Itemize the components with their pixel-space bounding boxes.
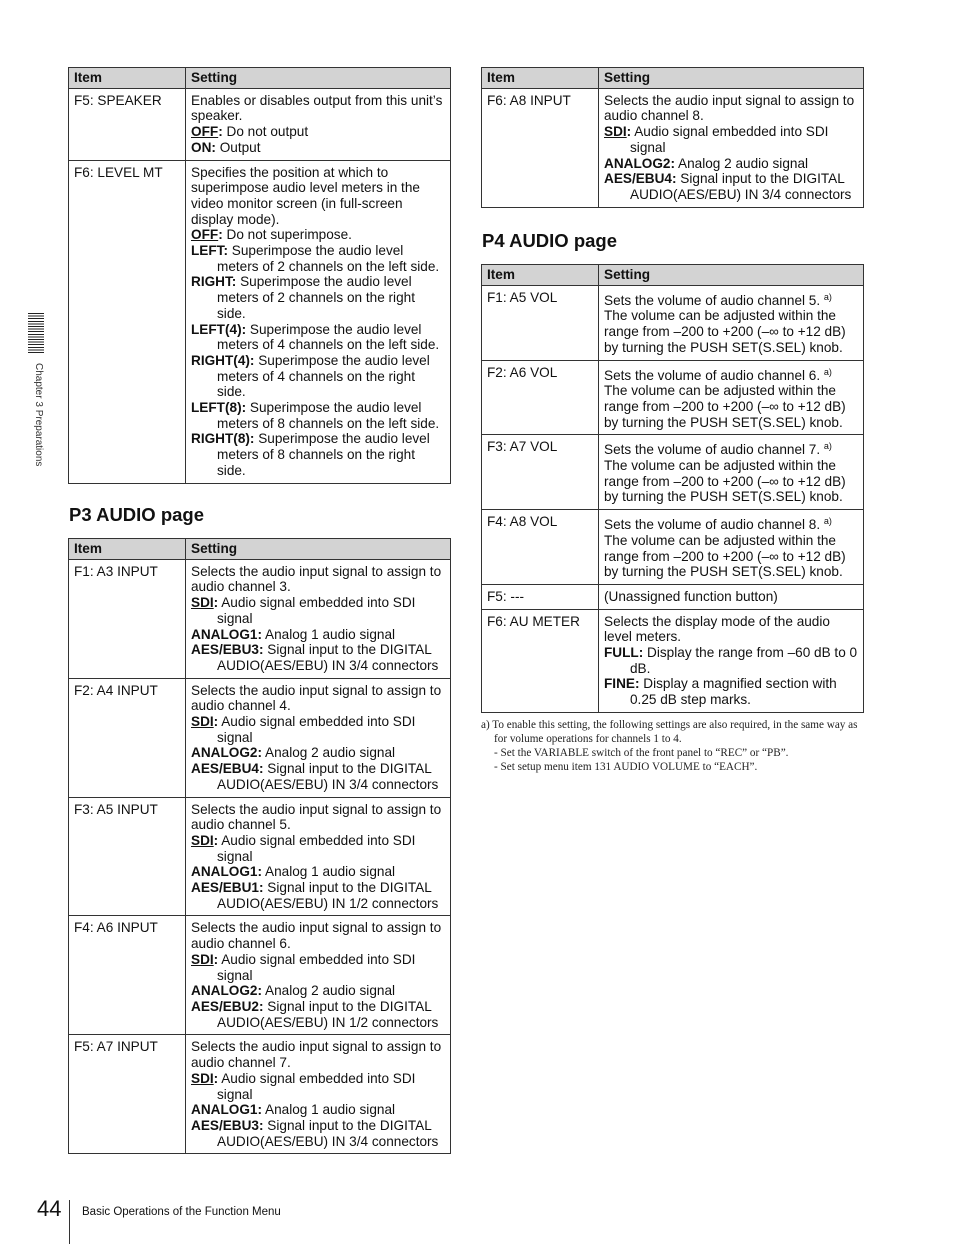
option-text: Display a magnified section with 0.25 dB step marks. bbox=[630, 676, 837, 708]
option-key: SDI: bbox=[604, 124, 632, 140]
option-text: Analog 2 audio signal bbox=[675, 155, 809, 171]
setting-line bbox=[604, 676, 859, 707]
header-setting: Setting bbox=[599, 68, 864, 89]
option-key-underlined: SDI bbox=[191, 714, 214, 730]
item-cell: F6: LEVEL MT bbox=[69, 160, 186, 483]
option-text: Superimpose the audio level meters of 8 channels on the right side. bbox=[217, 431, 430, 478]
setting-line bbox=[604, 383, 859, 430]
section-title-p3: P3 AUDIO page bbox=[69, 504, 205, 525]
setting-line bbox=[604, 124, 859, 155]
option-key: RIGHT(4): bbox=[191, 352, 255, 368]
setting-line bbox=[191, 274, 446, 321]
option-key: LEFT: bbox=[191, 243, 228, 259]
table-row bbox=[69, 88, 451, 160]
setting-cell bbox=[599, 285, 864, 360]
option-key: AES/EBU4: bbox=[191, 761, 264, 777]
item-cell: F6: A8 INPUT bbox=[482, 88, 599, 207]
option-key: ANALOG1: bbox=[191, 864, 262, 880]
item-cell: F2: A6 VOL bbox=[482, 360, 599, 435]
option-key: FINE: bbox=[604, 676, 640, 692]
setting-line bbox=[191, 227, 446, 243]
setting-line bbox=[604, 439, 859, 458]
setting-line bbox=[191, 864, 446, 880]
setting-line bbox=[191, 1102, 446, 1118]
option-key: AES/EBU3: bbox=[191, 642, 264, 658]
setting-line bbox=[604, 589, 859, 605]
setting-line bbox=[191, 564, 446, 595]
option-text: Superimpose the audio level meters of 8 channels on the left side. bbox=[217, 400, 440, 431]
table-row bbox=[482, 88, 864, 207]
footnote-ref: a) bbox=[823, 366, 832, 377]
footnotes bbox=[481, 718, 865, 774]
option-key: FULL: bbox=[604, 645, 644, 661]
setting-line bbox=[191, 983, 446, 999]
item-cell: F5: A7 INPUT bbox=[69, 1035, 186, 1154]
setting-cell bbox=[186, 916, 451, 1035]
setting-line bbox=[191, 1118, 446, 1149]
option-key: AES/EBU2: bbox=[191, 998, 264, 1014]
option-text: Analog 2 audio signal bbox=[262, 745, 396, 761]
setting-line bbox=[191, 353, 446, 400]
option-text: Output bbox=[215, 139, 261, 155]
setting-line bbox=[191, 999, 446, 1030]
option-text: The volume can be adjusted within the range from –200 to +200 (–∞ to +12 dB) by turning the PUSH SET(S.SEL) knob. bbox=[604, 532, 846, 580]
option-key: LEFT(4): bbox=[191, 321, 247, 337]
footnote-ref: a) bbox=[823, 516, 832, 527]
setting-cell bbox=[599, 360, 864, 435]
option-text: Signal input to the DIGITAL AUDIO(AES/EBU) IN 3/4 connectors bbox=[217, 761, 439, 792]
setting-line bbox=[604, 533, 859, 580]
item-cell: F1: A3 INPUT bbox=[69, 559, 186, 678]
table-row bbox=[482, 435, 864, 510]
setting-line bbox=[191, 595, 446, 626]
option-text: Display the range from –60 dB to 0 dB. bbox=[630, 645, 858, 676]
option-text: Audio signal embedded into SDI signal bbox=[217, 595, 416, 626]
option-text: Signal input to the DIGITAL AUDIO(AES/EBU) IN 1/2 connectors bbox=[217, 998, 439, 1030]
setting-line bbox=[191, 642, 446, 673]
table-row bbox=[482, 510, 864, 585]
option-text: Sets the volume of audio channel 5. bbox=[604, 292, 824, 308]
setting-line bbox=[604, 365, 859, 384]
option-key: SDI: bbox=[191, 714, 219, 730]
item-cell: F3: A7 VOL bbox=[482, 435, 599, 510]
table-p2-continued bbox=[68, 67, 451, 484]
header-setting: Setting bbox=[186, 539, 451, 560]
option-text: Sets the volume of audio channel 6. bbox=[604, 367, 824, 383]
setting-line bbox=[191, 952, 446, 983]
table-row bbox=[69, 678, 451, 797]
setting-cell bbox=[186, 797, 451, 916]
option-text: Signal input to the DIGITAL AUDIO(AES/EBU) IN 1/2 connectors bbox=[217, 880, 439, 911]
option-key: ANALOG2: bbox=[604, 155, 675, 171]
item-cell: F5: --- bbox=[482, 584, 599, 609]
option-key: LEFT(8): bbox=[191, 400, 247, 416]
option-key: ON: bbox=[191, 139, 216, 155]
option-text: Do not superimpose. bbox=[222, 227, 352, 243]
setting-cell bbox=[599, 435, 864, 510]
setting-line bbox=[191, 93, 446, 124]
chapter-label: Chapter 3 Preparations bbox=[33, 363, 44, 467]
setting-line bbox=[191, 802, 446, 833]
item-cell: F6: AU METER bbox=[482, 609, 599, 712]
option-text: Specifies the position at which to superimpose audio level meters in the video monitor screen (in full-screen display mode). bbox=[191, 164, 420, 227]
setting-line bbox=[604, 171, 859, 202]
option-key-underlined: OFF bbox=[191, 124, 219, 140]
header-item: Item bbox=[69, 68, 186, 89]
option-key: SDI: bbox=[191, 595, 219, 611]
setting-line bbox=[191, 140, 446, 156]
option-text: Selects the audio input signal to assign to audio channel 7. bbox=[191, 1039, 442, 1071]
footnote-ref: a) bbox=[823, 291, 832, 302]
option-text: Analog 1 audio signal bbox=[262, 626, 396, 642]
option-text: Selects the audio input signal to assign to audio channel 8. bbox=[604, 92, 855, 124]
page-number: 44 bbox=[37, 1196, 62, 1221]
setting-line bbox=[191, 833, 446, 864]
option-text: Signal input to the DIGITAL AUDIO(AES/EBU) IN 3/4 connectors bbox=[217, 1117, 439, 1149]
option-text: Selects the display mode of the audio level meters. bbox=[604, 613, 830, 645]
item-cell: F2: A4 INPUT bbox=[69, 678, 186, 797]
option-key-underlined: SDI bbox=[191, 951, 214, 967]
item-cell: F4: A6 INPUT bbox=[69, 916, 186, 1035]
option-text: Signal input to the DIGITAL AUDIO(AES/EBU) IN 3/4 connectors bbox=[630, 171, 852, 202]
footnote-bullet: - Set the VARIABLE switch of the front panel to “REC” or “PB”. bbox=[494, 747, 789, 759]
setting-line bbox=[191, 714, 446, 745]
option-key: ANALOG2: bbox=[191, 983, 262, 999]
option-key: AES/EBU4: bbox=[604, 171, 677, 187]
option-key: ANALOG1: bbox=[191, 1102, 262, 1118]
option-text: Signal input to the DIGITAL AUDIO(AES/EBU) IN 3/4 connectors bbox=[217, 642, 439, 673]
item-cell: F3: A5 INPUT bbox=[69, 797, 186, 916]
setting-line bbox=[191, 1071, 446, 1102]
option-key-underlined: SDI bbox=[191, 832, 214, 848]
setting-cell bbox=[186, 559, 451, 678]
option-text: Sets the volume of audio channel 7. bbox=[604, 442, 824, 458]
header-setting: Setting bbox=[599, 265, 864, 286]
option-text: (Unassigned function button) bbox=[604, 588, 778, 604]
setting-cell bbox=[186, 88, 451, 160]
table-row bbox=[482, 609, 864, 712]
header-item: Item bbox=[482, 68, 599, 89]
footer-divider bbox=[69, 1200, 70, 1244]
option-text: Do not output bbox=[222, 124, 309, 140]
setting-line bbox=[191, 761, 446, 792]
table-p4 bbox=[481, 264, 864, 713]
table-p3-continued bbox=[481, 67, 864, 208]
option-key: AES/EBU3: bbox=[191, 1117, 264, 1133]
item-cell: F1: A5 VOL bbox=[482, 285, 599, 360]
option-text: Selects the audio input signal to assign to audio channel 3. bbox=[191, 563, 442, 595]
footnote-bullet: - Set setup menu item 131 AUDIO VOLUME to “EACH”. bbox=[494, 761, 758, 773]
header-item: Item bbox=[69, 539, 186, 560]
setting-cell bbox=[186, 160, 451, 483]
setting-line bbox=[191, 243, 446, 274]
option-text: Analog 2 audio signal bbox=[262, 983, 396, 999]
setting-line bbox=[604, 514, 859, 533]
option-text: Enables or disables output from this unit’s speaker. bbox=[191, 92, 443, 124]
setting-line bbox=[604, 156, 859, 172]
setting-line bbox=[604, 93, 859, 124]
option-key: AES/EBU1: bbox=[191, 880, 264, 896]
option-text: Audio signal embedded into SDI signal bbox=[217, 714, 416, 745]
table-row bbox=[69, 160, 451, 483]
setting-line bbox=[604, 645, 859, 676]
setting-line bbox=[191, 920, 446, 951]
option-text: Analog 1 audio signal bbox=[262, 1102, 396, 1118]
option-key: RIGHT(8): bbox=[191, 431, 255, 447]
setting-line bbox=[191, 1039, 446, 1070]
setting-line bbox=[191, 683, 446, 714]
table-p3 bbox=[68, 538, 451, 1154]
option-key-underlined: OFF bbox=[191, 227, 219, 243]
item-cell: F4: A8 VOL bbox=[482, 510, 599, 585]
option-text: Superimpose the audio level meters of 4 channels on the right side. bbox=[217, 352, 430, 400]
option-text: Superimpose the audio level meters of 2 channels on the right side. bbox=[217, 274, 415, 321]
option-key: SDI: bbox=[191, 832, 219, 848]
table-row bbox=[69, 916, 451, 1035]
footnote-ref: a) bbox=[823, 441, 832, 452]
option-key: OFF: bbox=[191, 124, 223, 140]
option-key: RIGHT: bbox=[191, 274, 237, 290]
option-key-underlined: SDI bbox=[191, 595, 214, 611]
header-item: Item bbox=[482, 265, 599, 286]
option-text: Superimpose the audio level meters of 2 channels on the left side. bbox=[217, 243, 440, 274]
setting-line bbox=[191, 880, 446, 911]
footer-title: Basic Operations of the Function Menu bbox=[82, 1206, 281, 1218]
setting-line bbox=[191, 124, 446, 140]
option-text: Audio signal embedded into SDI signal bbox=[217, 832, 416, 864]
setting-line bbox=[191, 627, 446, 643]
option-text: The volume can be adjusted within the range from –200 to +200 (–∞ to +12 dB) by turning the PUSH SET(S.SEL) knob. bbox=[604, 308, 846, 355]
setting-line bbox=[604, 308, 859, 355]
table-row bbox=[69, 1035, 451, 1154]
setting-line bbox=[191, 431, 446, 478]
setting-cell bbox=[186, 1035, 451, 1154]
option-text: Sets the volume of audio channel 8. bbox=[604, 517, 824, 533]
option-key-underlined: SDI bbox=[604, 124, 627, 140]
footnote-a: a) To enable this setting, the following settings are also required, in the same way as for volume operations for channels 1 to 4. bbox=[481, 719, 858, 745]
setting-line bbox=[191, 322, 446, 353]
option-text: Selects the audio input signal to assign to audio channel 6. bbox=[191, 920, 442, 952]
option-text: Superimpose the audio level meters of 4 channels on the left side. bbox=[217, 321, 440, 353]
table-row bbox=[482, 285, 864, 360]
option-text: Analog 1 audio signal bbox=[262, 864, 396, 880]
table-row bbox=[69, 797, 451, 916]
option-text: Selects the audio input signal to assign to audio channel 4. bbox=[191, 682, 442, 714]
option-text: Selects the audio input signal to assign to audio channel 5. bbox=[191, 801, 442, 833]
setting-cell bbox=[599, 609, 864, 712]
setting-cell bbox=[599, 510, 864, 585]
option-text: Audio signal embedded into SDI signal bbox=[217, 1070, 416, 1102]
option-text: The volume can be adjusted within the range from –200 to +200 (–∞ to +12 dB) by turning the PUSH SET(S.SEL) knob. bbox=[604, 383, 846, 430]
option-text: Audio signal embedded into SDI signal bbox=[217, 951, 416, 983]
table-row bbox=[482, 360, 864, 435]
option-key: OFF: bbox=[191, 227, 223, 243]
item-cell: F5: SPEAKER bbox=[69, 88, 186, 160]
setting-line bbox=[604, 290, 859, 309]
option-text: Audio signal embedded into SDI signal bbox=[630, 124, 829, 155]
setting-cell bbox=[599, 584, 864, 609]
section-title-p4: P4 AUDIO page bbox=[482, 230, 618, 251]
setting-line bbox=[604, 458, 859, 505]
option-key: ANALOG1: bbox=[191, 626, 262, 642]
option-key: ANALOG2: bbox=[191, 745, 262, 761]
chapter-thumb-tab bbox=[28, 313, 44, 354]
header-setting: Setting bbox=[186, 68, 451, 89]
option-key: SDI: bbox=[191, 1070, 219, 1086]
setting-line bbox=[191, 400, 446, 431]
setting-line bbox=[604, 614, 859, 645]
setting-line bbox=[191, 165, 446, 228]
setting-cell bbox=[186, 678, 451, 797]
setting-cell bbox=[599, 88, 864, 207]
setting-line bbox=[191, 745, 446, 761]
option-key-underlined: SDI bbox=[191, 1070, 214, 1086]
option-text: The volume can be adjusted within the range from –200 to +200 (–∞ to +12 dB) by turning the PUSH SET(S.SEL) knob. bbox=[604, 458, 846, 505]
table-row bbox=[69, 559, 451, 678]
option-key: SDI: bbox=[191, 951, 219, 967]
table-row bbox=[482, 584, 864, 609]
